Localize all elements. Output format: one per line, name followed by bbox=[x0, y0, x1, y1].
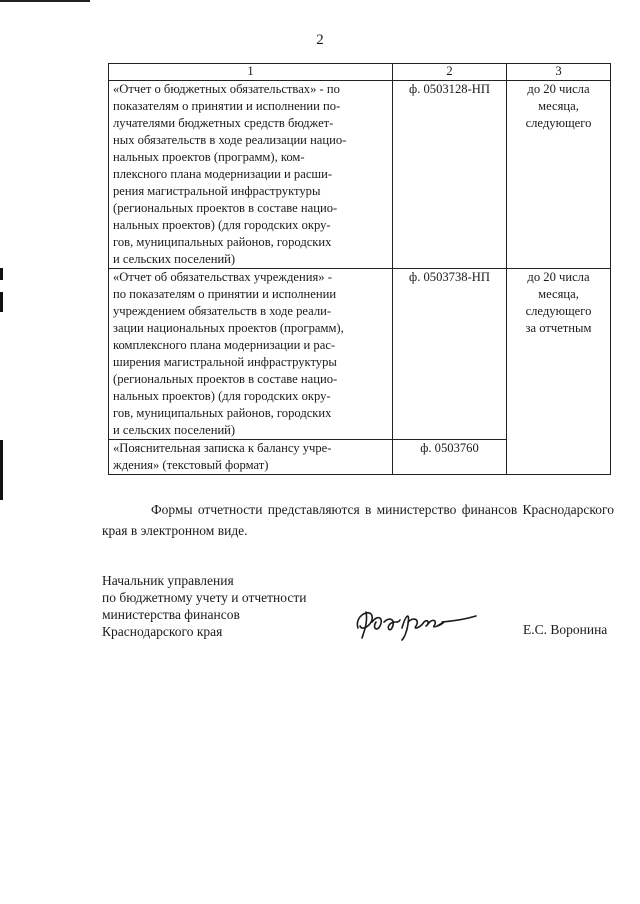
deadline-line: следующего bbox=[525, 116, 592, 130]
form-code-cell: ф. 0503738-НП bbox=[393, 269, 507, 440]
report-name-line: «Отчет о бюджетных обязательствах» - по bbox=[113, 82, 340, 96]
signatory-title-line: Начальник управления bbox=[102, 573, 234, 588]
report-name-line: по показателям о принятии и исполнении bbox=[113, 287, 337, 301]
deadline-line: следующего bbox=[525, 304, 592, 318]
report-name-line: (региональных проектов в составе нацио- bbox=[113, 201, 338, 215]
reporting-forms-table bbox=[108, 63, 611, 475]
report-name-line: учреждением обязательств в ходе реали- bbox=[113, 304, 332, 318]
report-name-line: «Пояснительная записка к балансу учре- bbox=[113, 441, 332, 455]
report-name-line: зации национальных проектов (программ), bbox=[113, 321, 344, 335]
report-name-cell bbox=[109, 269, 393, 440]
report-name-line: «Отчет об обязательствах учреждения» - bbox=[113, 270, 332, 284]
table-header-row bbox=[109, 64, 611, 81]
scan-edge-mark bbox=[0, 440, 3, 500]
deadline-cell-continued bbox=[507, 440, 611, 475]
report-name-line: лучателями бюджетных средств бюджет- bbox=[113, 116, 334, 130]
report-name-line: нальных проектов (программ), ком- bbox=[113, 150, 305, 164]
report-name-line: гов, муниципальных районов, городских bbox=[113, 406, 332, 420]
deadline-line: за отчетным bbox=[525, 321, 592, 335]
scan-edge-mark bbox=[0, 268, 3, 280]
deadline-line: до 20 числа bbox=[527, 270, 590, 284]
form-code-cell: ф. 0503760 bbox=[393, 440, 507, 475]
scan-edge-mark bbox=[0, 292, 3, 312]
report-name-line: нальных проектов) (для городских окру- bbox=[113, 389, 331, 403]
table-row bbox=[109, 81, 611, 269]
report-name-line: комплексного плана модернизации и рас- bbox=[113, 338, 336, 352]
report-name-line: рения магистральной инфраструктуры bbox=[113, 184, 321, 198]
report-name-line: и сельских поселений) bbox=[113, 252, 236, 266]
deadline-cell bbox=[507, 81, 611, 269]
table-row bbox=[109, 440, 611, 475]
report-name-line: ных обязательств в ходе реализации нацио- bbox=[113, 133, 347, 147]
report-name-line: нальных проектов) (для городских окру- bbox=[113, 218, 331, 232]
submission-note: Формы отчетности представляются в министерство финансов Краснодарского края в электронном виде. bbox=[102, 502, 614, 538]
page-number: 2 bbox=[316, 32, 324, 48]
report-name-line: ширения магистральной инфраструктуры bbox=[113, 355, 337, 369]
report-name-line: гов, муниципальных районов, городских bbox=[113, 235, 332, 249]
column-header-3: 3 bbox=[507, 64, 611, 81]
table-row bbox=[109, 269, 611, 440]
report-name-cell bbox=[109, 81, 393, 269]
column-header-2: 2 bbox=[393, 64, 507, 81]
report-name-line: плексного плана модернизации и расши- bbox=[113, 167, 333, 181]
report-name-cell bbox=[109, 440, 393, 475]
signatory-title-line: Краснодарского края bbox=[102, 624, 223, 639]
deadline-line: месяца, bbox=[538, 287, 579, 301]
report-name-line: и сельских поселений) bbox=[113, 423, 236, 437]
signatory-title-line: министерства финансов bbox=[102, 607, 240, 622]
signatory-title bbox=[102, 572, 306, 640]
signer-name: Е.С. Воронина bbox=[523, 622, 608, 637]
column-header-1: 1 bbox=[109, 64, 393, 81]
handwritten-signature bbox=[350, 598, 480, 644]
top-edge-rule bbox=[0, 0, 90, 2]
report-name-line: ждения» (текстовый формат) bbox=[113, 458, 269, 472]
form-code-cell: ф. 0503128-НП bbox=[393, 81, 507, 269]
report-name-line: (региональных проектов в составе нацио- bbox=[113, 372, 338, 386]
report-name-line: показателям о принятии и исполнении по- bbox=[113, 99, 341, 113]
signatory-title-line: по бюджетному учету и отчетности bbox=[102, 590, 307, 605]
deadline-cell bbox=[507, 269, 611, 440]
deadline-line: до 20 числа bbox=[527, 82, 590, 96]
deadline-line: месяца, bbox=[538, 99, 579, 113]
